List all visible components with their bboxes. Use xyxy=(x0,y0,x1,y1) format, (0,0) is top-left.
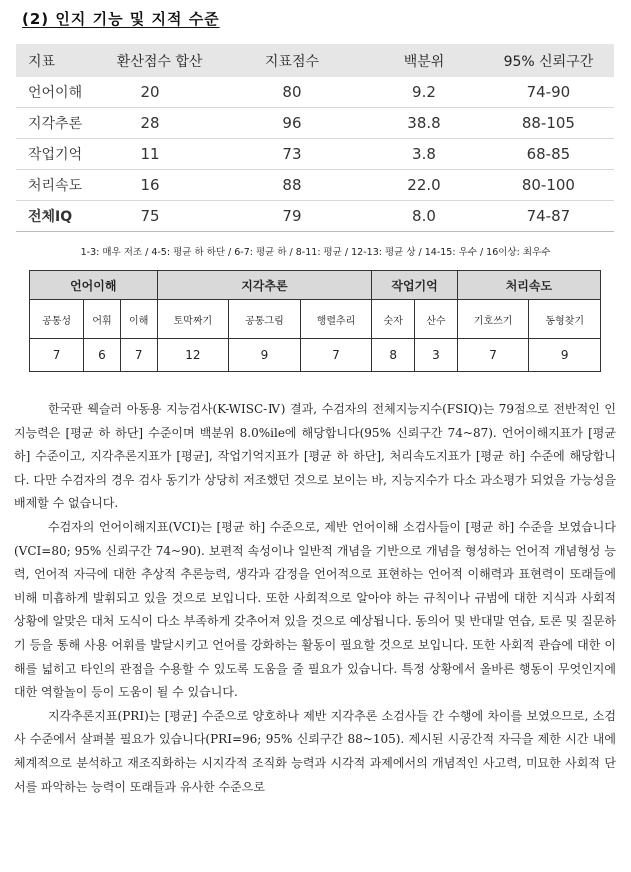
row-confidence-interval: 68-85 xyxy=(483,139,614,170)
subtest-value: 7 xyxy=(120,339,157,372)
subtest-value: 7 xyxy=(300,339,372,372)
table-row xyxy=(16,139,614,170)
subtest-value: 8 xyxy=(372,339,415,372)
row-percentile: 8.0 xyxy=(365,201,483,232)
subtest-value: 9 xyxy=(229,339,301,372)
row-confidence-interval: 74-90 xyxy=(483,77,614,108)
row-index-name: 언어이해 xyxy=(16,77,100,108)
table-row xyxy=(16,170,614,201)
subtest-name: 토막짜기 xyxy=(157,300,229,339)
row-index-score: 79 xyxy=(219,201,365,232)
row-index-name: 지각추론 xyxy=(16,108,100,139)
group-verbal-comprehension: 언어이해 xyxy=(30,271,158,300)
table-header-row xyxy=(16,44,614,77)
subtest-score-table xyxy=(29,270,601,372)
subtest-value-row xyxy=(30,339,601,372)
group-perceptual-reasoning: 지각추론 xyxy=(157,271,372,300)
interpretation-text xyxy=(14,398,616,799)
header-percentile: 백분위 xyxy=(365,44,483,77)
row-percentile: 38.8 xyxy=(365,108,483,139)
score-range-legend: 1-3: 매우 저조 / 4-5: 평균 하 하단 / 6-7: 평균 하 / 8-11: 평균 / 12-13: 평균 상 / 14-15: 우수 / 16이상: 최우수 xyxy=(80,247,551,258)
subtest-name: 숫자 xyxy=(372,300,415,339)
row-scaled-sum: 11 xyxy=(100,139,218,170)
row-index-name: 처리속도 xyxy=(16,170,100,201)
subtest-value: 9 xyxy=(529,339,601,372)
header-confidence-interval: 95% 신뢰구간 xyxy=(483,44,614,77)
row-index-name: 작업기억 xyxy=(16,139,100,170)
row-percentile: 9.2 xyxy=(365,77,483,108)
row-scaled-sum: 75 xyxy=(100,201,218,232)
row-index-score: 80 xyxy=(219,77,365,108)
subtest-name: 이해 xyxy=(120,300,157,339)
subtest-name: 행렬추리 xyxy=(300,300,372,339)
subtest-name: 어휘 xyxy=(84,300,121,339)
row-scaled-sum: 28 xyxy=(100,108,218,139)
section-title: (2) 인지 기능 및 지적 수준 xyxy=(22,10,220,28)
subtest-name: 공통그림 xyxy=(229,300,301,339)
subtest-value: 12 xyxy=(157,339,229,372)
row-index-score: 73 xyxy=(219,139,365,170)
subtest-name-row xyxy=(30,300,601,339)
group-processing-speed: 처리속도 xyxy=(457,271,600,300)
header-index-score: 지표점수 xyxy=(219,44,365,77)
row-confidence-interval: 74-87 xyxy=(483,201,614,232)
paragraph-vci: 수검자의 언어이해지표(VCI)는 [평균 하] 수준으로, 제반 언어이해 소검사들이 [평균 하] 수준을 보였습니다(VCI=80; 95% 신뢰구간 74~90). 보편적 속성이나 일반적 개념을 기반으로 개념을 형성하는 언어적 개념형성 능력, 언어적 자극에 대한 추상적 추론능력, 생각과 감정을 언어적으로 표현하는 언어적 이해력과 표현력이 또래들에 비해 미흡하게 발휘되고 있을 것으로 보입니다. 또한 사회적으로 알아야 하는 규칙이나 규범에 대한 지식과 사회적 상황에 알맞은 대처 도식이 다소 부족하게 갖추어져 있을 것으로 예상됩니다. 동의어 및 반대말 연습, 토론 및 질문하기 등을 통해 사용 어휘를 발달시키고 언어를 강화하는 활동이 필요할 것으로 보입니다. 또한 사회적 관습에 대한 이해를 넓히고 타인의 관점을 수용할 수 있도록 도움을 줄 필요가 있습니다. 특정 상황에서 올바른 행동이 무엇인지에 대한 역할놀이 등이 도움이 될 수 있습니다. xyxy=(14,519,616,700)
header-scaled-sum: 환산점수 합산 xyxy=(100,44,218,77)
row-percentile: 22.0 xyxy=(365,170,483,201)
index-score-table xyxy=(16,44,614,232)
paragraph-pri: 지각추론지표(PRI)는 [평균] 수준으로 양호하나 제반 지각추론 소검사들 간 수행에 차이를 보였으므로, 소검사 수준에서 살펴볼 필요가 있습니다(PRI=96; 95% 신뢰구간 88~105). 제시된 시공간적 자극을 제한 시간 내에 체계적으로 분석하고 재조직화하는 시지각적 조직화 능력과 시각적 과제에서의 개념적인 사고력, 미묘한 사회적 단서를 파악하는 능력이 또래들과 유사한 수준으로 xyxy=(14,708,616,794)
subtest-group-row xyxy=(30,271,601,300)
paragraph-fsiq: 한국판 웩슬러 아동용 지능검사(K-WISC-Ⅳ) 결과, 수검자의 전체지능지수(FSIQ)는 79점으로 전반적인 인지능력은 [평균 하 하단] 수준이며 백분위 8.0%ile에 해당합니다(95% 신뢰구간 74~87). 언어이해지표가 [평균 하] 수준이고, 지각추론지표가 [평균], 작업기억지표가 [평균 하 하단], 처리속도지표가 [평균 하] 수준에 해당합니다. 다만 수검자의 경우 검사 동기가 상당히 저조했던 것으로 보이는 바, 지능지수가 다소 과소평가 되었을 가능성을 배제할 수 없습니다. xyxy=(14,402,616,511)
row-confidence-interval: 88-105 xyxy=(483,108,614,139)
subtest-name: 동형찾기 xyxy=(529,300,601,339)
subtest-name: 공통성 xyxy=(30,300,84,339)
row-scaled-sum: 20 xyxy=(100,77,218,108)
table-row-fsiq xyxy=(16,201,614,232)
row-percentile: 3.8 xyxy=(365,139,483,170)
row-index-score: 88 xyxy=(219,170,365,201)
row-index-name: 전체IQ xyxy=(16,201,100,232)
subtest-value: 7 xyxy=(30,339,84,372)
group-working-memory: 작업기억 xyxy=(372,271,458,300)
table-row xyxy=(16,108,614,139)
header-index: 지표 xyxy=(16,44,100,77)
row-index-score: 96 xyxy=(219,108,365,139)
subtest-value: 3 xyxy=(415,339,458,372)
subtest-name: 산수 xyxy=(415,300,458,339)
table-row xyxy=(16,77,614,108)
subtest-value: 7 xyxy=(457,339,529,372)
subtest-value: 6 xyxy=(84,339,121,372)
row-scaled-sum: 16 xyxy=(100,170,218,201)
row-confidence-interval: 80-100 xyxy=(483,170,614,201)
subtest-name: 기호쓰기 xyxy=(457,300,529,339)
